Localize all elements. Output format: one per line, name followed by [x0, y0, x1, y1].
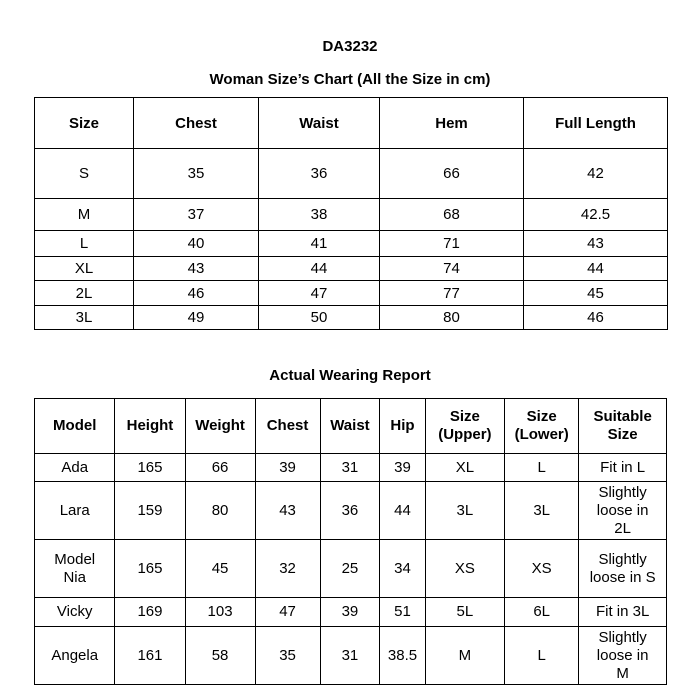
table-row	[35, 281, 668, 306]
column-header: Weight	[185, 399, 255, 454]
table-cell: 5L	[425, 598, 504, 627]
table-cell: L	[505, 454, 579, 482]
table-row	[35, 306, 668, 330]
table-cell: L	[35, 231, 134, 257]
table-cell: Fit in 3L	[579, 598, 667, 627]
column-header: Waist	[259, 98, 380, 149]
table-cell: 47	[255, 598, 320, 627]
table-cell: 32	[255, 540, 320, 598]
table-cell: 165	[115, 540, 185, 598]
table-cell: 169	[115, 598, 185, 627]
table-cell: 165	[115, 454, 185, 482]
size-chart-table	[34, 97, 668, 330]
table-cell: 66	[380, 149, 524, 199]
table-cell: 47	[259, 281, 380, 306]
table-cell: 44	[524, 257, 668, 281]
table-cell: 51	[380, 598, 425, 627]
column-header: Hem	[380, 98, 524, 149]
column-header: Hip	[380, 399, 425, 454]
table-cell: 38	[259, 199, 380, 231]
table-row	[35, 257, 668, 281]
table-cell: 71	[380, 231, 524, 257]
table-cell: 25	[320, 540, 380, 598]
table-cell: Slightly loose in 2L	[579, 482, 667, 540]
table-cell: 38.5	[380, 627, 425, 685]
table-cell: XS	[425, 540, 504, 598]
table-cell: 50	[259, 306, 380, 330]
table-cell: 80	[380, 306, 524, 330]
table-cell: 58	[185, 627, 255, 685]
table-cell: 44	[380, 482, 425, 540]
table-cell: 161	[115, 627, 185, 685]
table-cell: Slightly loose in M	[579, 627, 667, 685]
table-cell: Ada	[35, 454, 115, 482]
table-row	[35, 454, 667, 482]
table-cell: 3L	[35, 306, 134, 330]
wearing-report-table	[34, 398, 667, 685]
table-cell: 35	[134, 149, 259, 199]
table-cell: 31	[320, 454, 380, 482]
table-cell: Lara	[35, 482, 115, 540]
table-cell: 39	[255, 454, 320, 482]
column-header: Waist	[320, 399, 380, 454]
size-chart-title: Woman Size’s Chart (All the Size in cm)	[209, 71, 491, 88]
column-header: Full Length	[524, 98, 668, 149]
column-header: Size (Upper)	[425, 399, 504, 454]
table-row	[35, 598, 667, 627]
table-cell: 42.5	[524, 199, 668, 231]
table-cell: 77	[380, 281, 524, 306]
table-cell: 74	[380, 257, 524, 281]
table-cell: 80	[185, 482, 255, 540]
table-cell: Fit in L	[579, 454, 667, 482]
wearing-report-title: Actual Wearing Report	[269, 367, 431, 384]
table-cell: 43	[255, 482, 320, 540]
table-cell: 103	[185, 598, 255, 627]
table-cell: 39	[320, 598, 380, 627]
table-row	[35, 482, 667, 540]
table-cell: 36	[259, 149, 380, 199]
table-cell: M	[425, 627, 504, 685]
header-row	[35, 98, 668, 149]
column-header: Size (Lower)	[505, 399, 579, 454]
table-cell: 41	[259, 231, 380, 257]
table-cell: 43	[524, 231, 668, 257]
table-cell: 39	[380, 454, 425, 482]
table-cell: 46	[524, 306, 668, 330]
table-cell: 68	[380, 199, 524, 231]
table-cell: Model Nia	[35, 540, 115, 598]
wearing-report-body	[35, 454, 667, 685]
table-cell: 45	[185, 540, 255, 598]
table-cell: Angela	[35, 627, 115, 685]
table-cell: 37	[134, 199, 259, 231]
table-cell: 6L	[505, 598, 579, 627]
header-row	[35, 399, 667, 454]
table-cell: 34	[380, 540, 425, 598]
table-row	[35, 627, 667, 685]
table-cell: 45	[524, 281, 668, 306]
table-cell: L	[505, 627, 579, 685]
table-cell: 35	[255, 627, 320, 685]
table-cell: Vicky	[35, 598, 115, 627]
size-chart-header	[35, 98, 668, 149]
table-cell: M	[35, 199, 134, 231]
table-cell: 31	[320, 627, 380, 685]
table-cell: 159	[115, 482, 185, 540]
product-code: DA3232	[322, 38, 378, 55]
table-cell: 42	[524, 149, 668, 199]
table-row	[35, 149, 668, 199]
table-cell: 43	[134, 257, 259, 281]
column-header: Chest	[134, 98, 259, 149]
column-header: Size	[35, 98, 134, 149]
size-chart-body	[35, 149, 668, 330]
table-cell: XL	[35, 257, 134, 281]
table-cell: XL	[425, 454, 504, 482]
column-header: Chest	[255, 399, 320, 454]
table-cell: 3L	[505, 482, 579, 540]
wearing-report-header	[35, 399, 667, 454]
table-row	[35, 231, 668, 257]
table-cell: 66	[185, 454, 255, 482]
column-header: Height	[115, 399, 185, 454]
table-cell: S	[35, 149, 134, 199]
table-cell: 46	[134, 281, 259, 306]
table-cell: XS	[505, 540, 579, 598]
table-row	[35, 199, 668, 231]
column-header: Suitable Size	[579, 399, 667, 454]
table-cell: 36	[320, 482, 380, 540]
table-cell: 44	[259, 257, 380, 281]
table-cell: 40	[134, 231, 259, 257]
table-cell: 2L	[35, 281, 134, 306]
table-cell: Slightly loose in S	[579, 540, 667, 598]
table-cell: 49	[134, 306, 259, 330]
table-cell: 3L	[425, 482, 504, 540]
table-row	[35, 540, 667, 598]
column-header: Model	[35, 399, 115, 454]
